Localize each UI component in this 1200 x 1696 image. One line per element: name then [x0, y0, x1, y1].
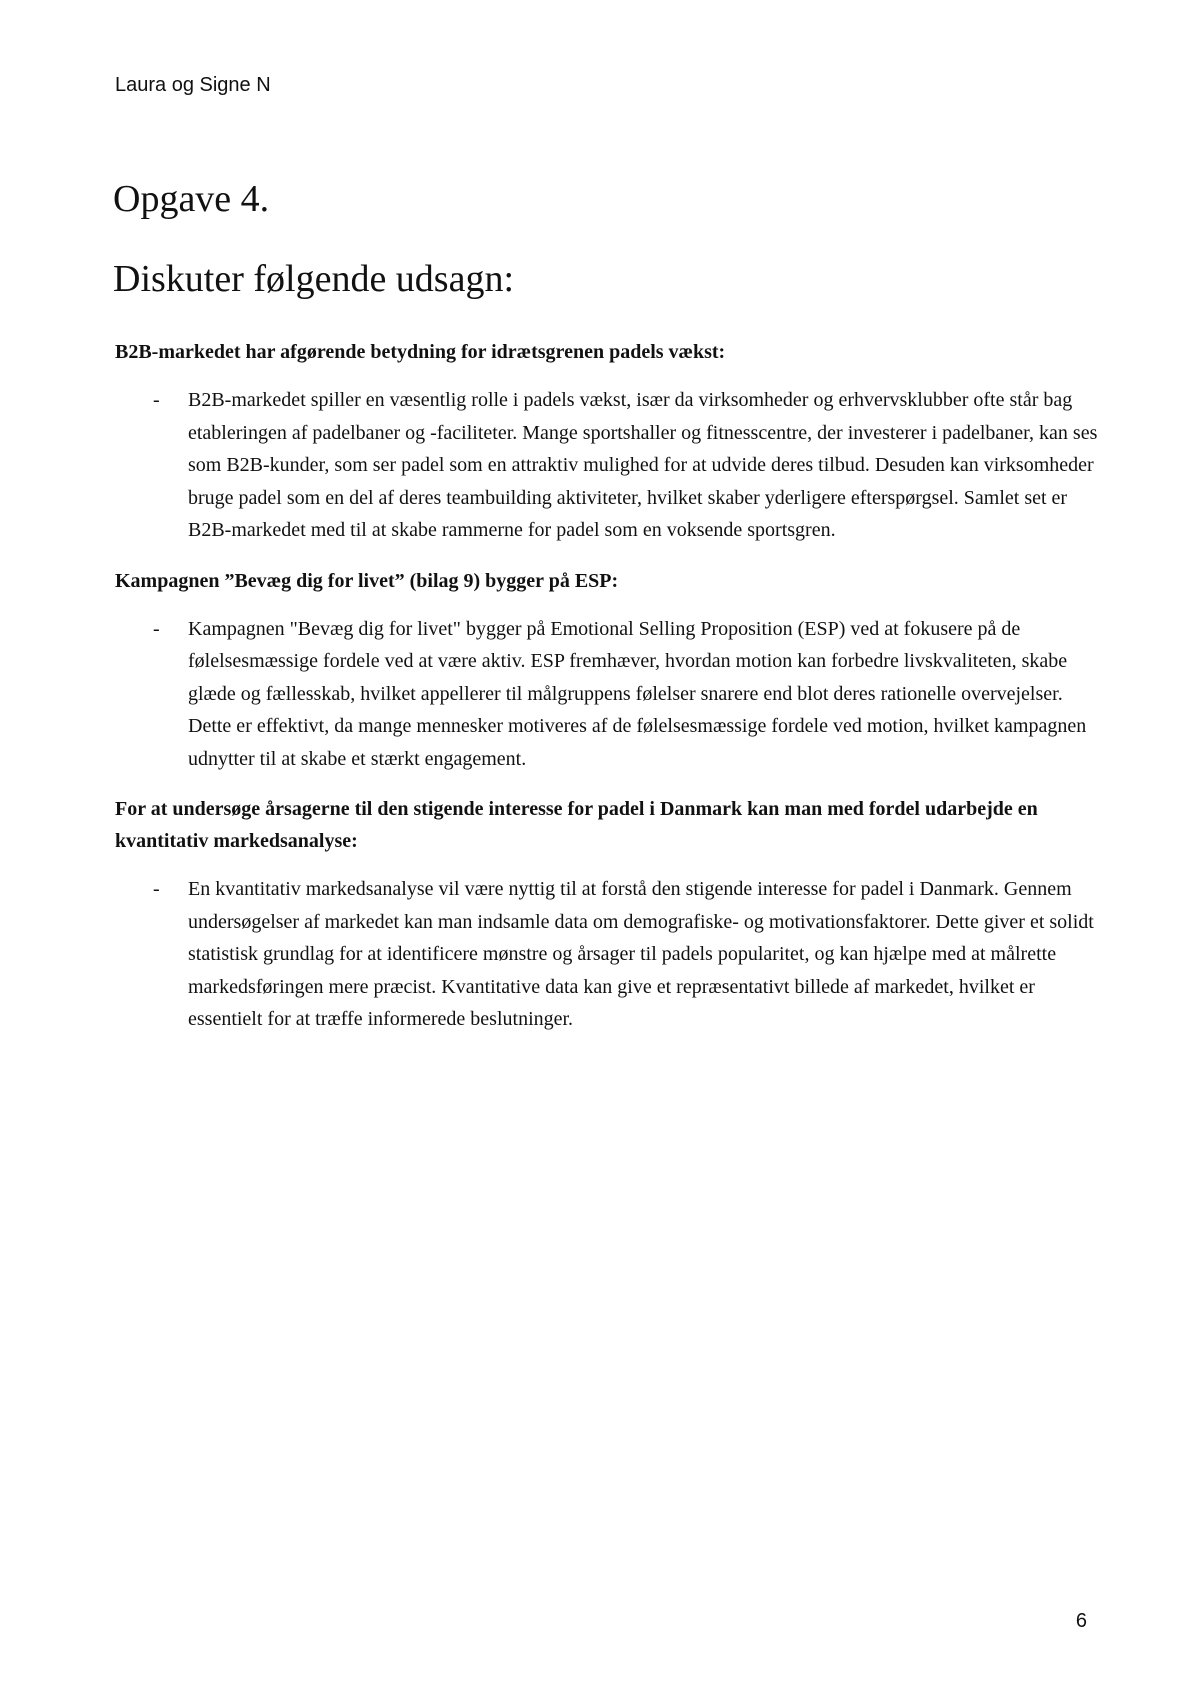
page-number: 6 [1075, 1610, 1087, 1632]
document-body [115, 336, 1105, 1054]
bullet-text: Kampagnen "Bevæg dig for livet" bygger på Emotional Selling Proposition (ESP) ved at fokusere på de følelsesmæssige fordele ved at være aktiv. ESP fremhæver, hvordan motion kan forbedre livskvaliteten, skabe glæde og fællesskab, hvilket appellerer til målgruppens følelser snarere end blot deres rationelle overvejelser. Dette er effektivt, da mange mennesker motiveres af de følelsesmæssige fordele ved motion, hvilket kampagnen udnytter til at skabe et stærkt engagement. [188, 617, 1087, 770]
bullet-text: En kvantitativ markedsanalyse vil være nyttig til at forstå den stigende interesse for padel i Danmark. Gennem undersøgelser af markedet kan man indsamle data om demografiske- og motivationsfaktorer. Dette giver et solidt statistisk grundlag for at identificere mønstre og årsager til padels popularitet, og kan hjælpe med at målrette markedsføringen mere præcist. Kvantitative data kan give et repræsentativt billede af markedet, hvilket er essentielt for at træffe informerede beslutninger. [188, 878, 1094, 1030]
bullet-item [115, 384, 1105, 547]
section-esp [115, 565, 1105, 776]
bullet-dash: - [153, 389, 160, 411]
bullet-item [115, 613, 1105, 776]
section-heading: For at undersøge årsagerne til den stigende interesse for padel i Danmark kan man med fordel udarbejde en kvantitativ markedsanalyse: [115, 798, 1038, 852]
bullet-dash: - [153, 617, 160, 640]
page-header-author: Laura og Signe N [115, 74, 271, 96]
bullet-dash: - [153, 878, 160, 900]
section-market-analysis [115, 793, 1105, 1036]
section-heading: Kampagnen ”Bevæg dig for livet” (bilag 9) bygger på ESP: [115, 569, 619, 592]
section-b2b [115, 336, 1105, 547]
document-title: Opgave 4. [113, 178, 270, 220]
document-subtitle: Diskuter følgende udsagn: [113, 258, 515, 300]
bullet-item [115, 873, 1105, 1036]
bullet-text: B2B-markedet spiller en væsentlig rolle i padels vækst, især da virksomheder og erhvervsklubber ofte står bag etableringen af padelbaner og -faciliteter. Mange sportshaller og fitnesscentre, der investerer i padelbaner, kan ses som B2B-kunder, som ser padel som en attraktiv mulighed for at udvide deres tilbud. Desuden kan virksomheder bruge padel som en del af deres teambuilding aktiviteter, hvilket skaber yderligere efterspørgsel. Samlet set er B2B-markedet med til at skabe rammerne for padel som en voksende sportsgren. [188, 389, 1098, 541]
section-heading: B2B-markedet har afgørende betydning for idrætsgrenen padels vækst: [115, 341, 726, 363]
